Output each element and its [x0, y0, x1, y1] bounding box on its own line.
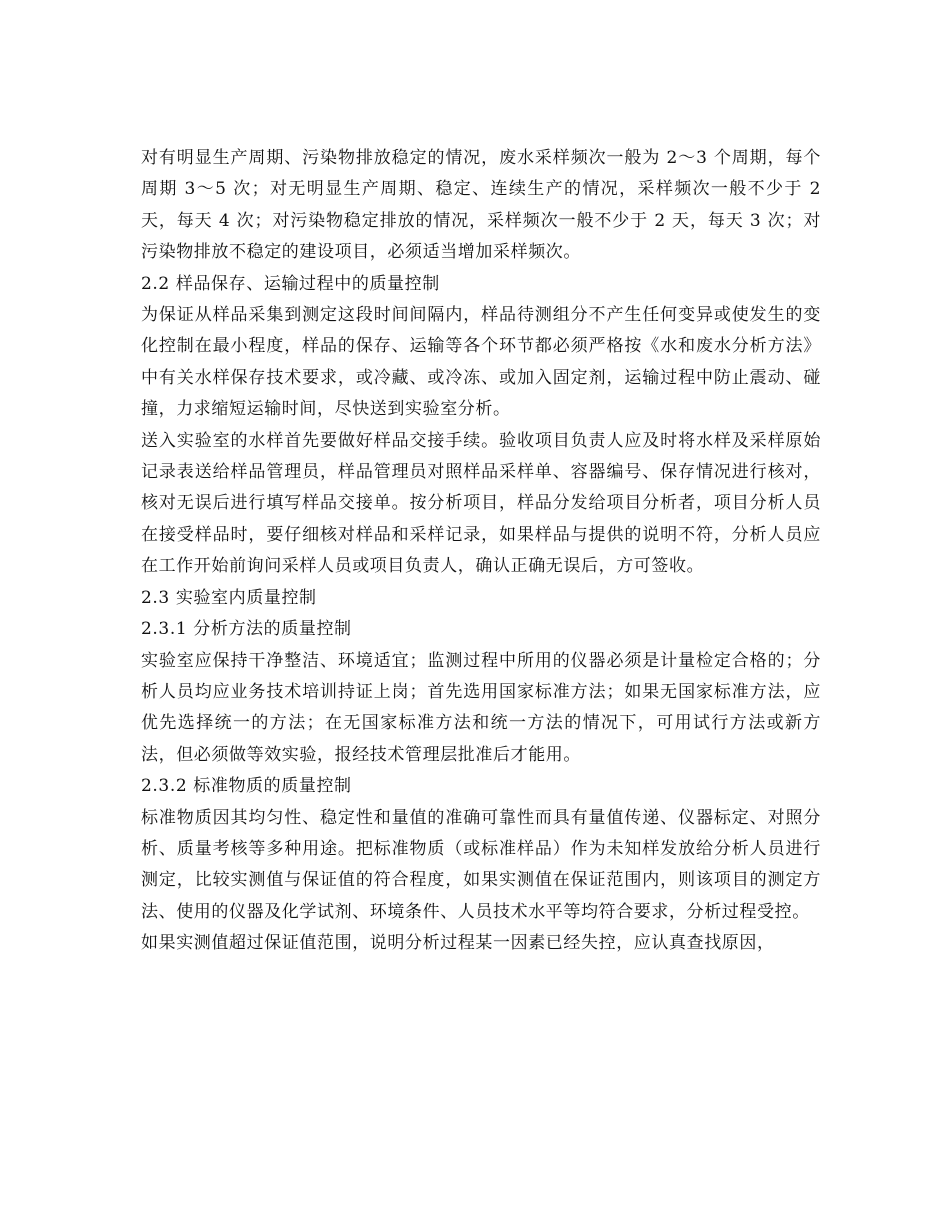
paragraph-sample-preservation: 为保证从样品采集到测定这段时间间隔内，样品待测组分不产生任何变异或使发生的变化控制在最小程度，样品的保存、运输等各个环节都必须严格按《水和废水分析方法》中有关水样保存技术要求，或冷藏、或冷冻、或加入固定剂，运输过程中防止震动、碰撞，力求缩短运输时间，尽快送到实验室分析。 [141, 305, 821, 420]
paragraph-sampling-frequency: 对有明显生产周期、污染物排放稳定的情况，废水采样频次一般为 2～3 个周期，每个周期 3～5 次；对无明显生产周期、稳定、连续生产的情况，采样频次一般不少于 2 天，每天 4 次；对污染物稳定排放的情况，采样频次一般不少于 2 天，每天 3 次；对污染物排放不稳定的建设项目，必须适当增加采样频次。 [141, 148, 821, 263]
heading-2-2-sample-storage-transport: 2.2 样品保存、运输过程中的质量控制 [141, 273, 440, 294]
paragraph-sample-handover: 送入实验室的水样首先要做好样品交接手续。验收项目负责人应及时将水样及采样原始记录表送给样品管理员，样品管理员对照样品采样单、容器编号、保存情况进行核对，核对无误后进行填写样品交接单。按分析项目，样品分发给项目分析者，项目分析人员在接受样品时，要仔细核对样品和采样记录，如果样品与提供的说明不符，分析人员应在工作开始前询问采样人员或项目负责人，确认正确无误后，方可签收。 [141, 430, 821, 577]
paragraph-analysis-method: 实验室应保持干净整洁、环境适宜；监测过程中所用的仪器必须是计量检定合格的；分析人员均应业务技术培训持证上岗；首先选用国家标准方法；如果无国家标准方法，应优先选择统一的方法；在无国家标准方法和统一方法的情况下，可用试行方法或新方法，但必须做等效实验，报经技术管理层批准后才能用。 [141, 650, 821, 765]
heading-2-3-lab-quality-control: 2.3 实验室内质量控制 [141, 587, 317, 608]
document-body [141, 143, 821, 960]
paragraph-reference-material: 标准物质因其均匀性、稳定性和量值的准确可靠性而具有量值传递、仪器标定、对照分析、质量考核等多种用途。把标准物质（或标准样品）作为未知样发放给分析人员进行测定，比较实测值与保证值的符合程度，如果实测值在保证范围内，则该项目的测定方法、使用的仪器及化学试剂、环境条件、人员技术水平等均符合要求，分析过程受控。 [141, 807, 821, 922]
heading-2-3-2-reference-material-control: 2.3.2 标准物质的质量控制 [141, 776, 352, 797]
paragraph-out-of-range: 如果实测值超过保证值范围，说明分析过程某一因素已经失控，应认真查找原因， [141, 933, 775, 954]
heading-2-3-1-method-quality-control: 2.3.1 分析方法的质量控制 [141, 619, 352, 640]
